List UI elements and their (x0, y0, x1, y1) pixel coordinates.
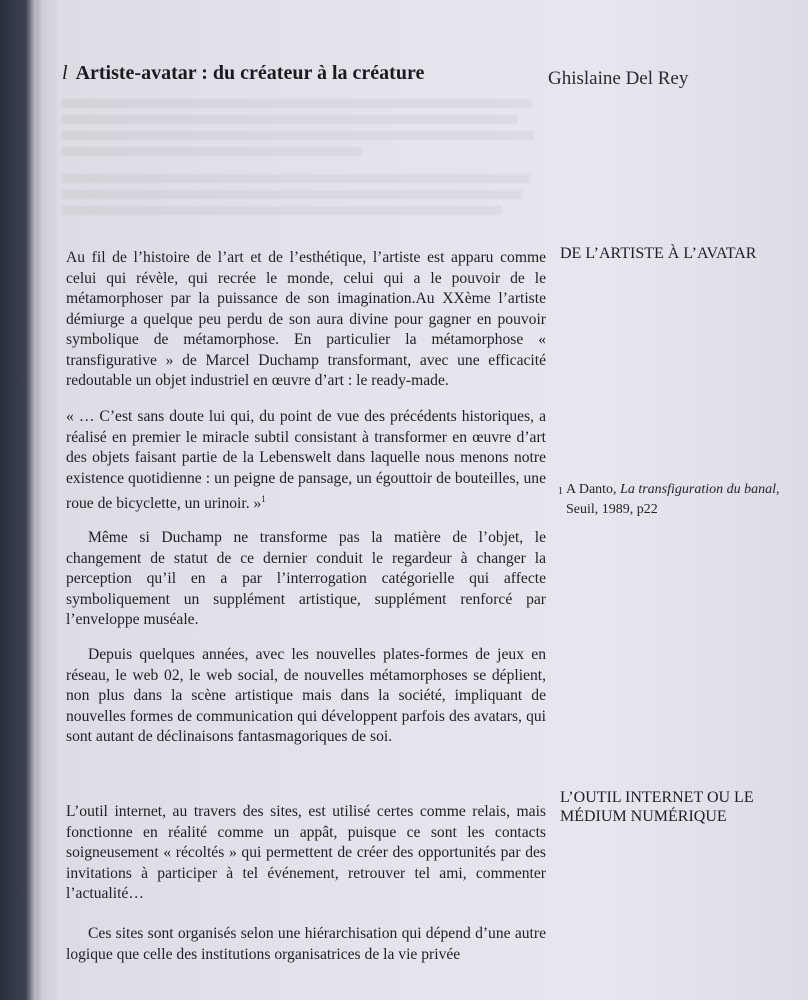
paragraph-3 (66, 645, 546, 748)
author-name: Ghislaine Del Rey (548, 68, 689, 89)
section-heading-outil: L’OUTIL INTERNET OU LE MÉDIUM NUMÉRIQUE (560, 789, 754, 825)
footnote-work: La transfiguration du banal, (620, 482, 780, 497)
paragraph-4-text: L’outil internet, au travers des sites, est utilisé certes comme relais, mais fonctionne en réalité comme un appât, puisque ce sont les contacts soigneusement « récoltés » qui permettent de créer des opportunités par des invitations à participer à tel événement, retrouver tel ami, commenter l’actualité… (66, 803, 546, 902)
paragraph-1 (66, 248, 546, 392)
footnote (558, 480, 790, 520)
article-title (62, 62, 424, 85)
title-marker: l (62, 62, 68, 84)
paragraph-1-text: Au fil de l’histoire de l’art et de l’esthétique, l’artiste est apparu comme celui qui révèle, qui recrée le monde, celui qui a le pouvoir de le métamorphoser par la puissance de son imagination.Au XXème l’artiste démiurge a quelque peu perdu de son aura divine pour gagner en pouvoir symbolique de métamorphose. En particulier la métamorphose « transfigurative » de Marcel Duchamp transformant, avec une efficacité redoutable un objet industriel en œuvre d’art : le ready-made. (66, 249, 546, 389)
paragraph-3-text: Depuis quelques années, avec les nouvelles plates-formes de jeux en réseau, le web 02, le web social, de nouvelles métamorphoses se déplient, non plus dans la scène artistique mais dans la société, impliquant de nouvelles formes de communication qui développent parfois des avatars, qui sont autant de déclinaisons fantasmagoriques de soi. (66, 646, 546, 745)
section-heading-artiste: DE L’ARTISTE À L’AVATAR (560, 245, 757, 262)
footnote-publisher: Seuil, 1989, p22 (566, 502, 658, 517)
page-gutter (36, 0, 42, 1000)
paragraph-5 (66, 924, 546, 965)
paragraph-5-text: Ces sites sont organisés selon une hiérarchisation qui dépend d’une autre logique que celle des institutions organisatrices de la vie privée (66, 925, 546, 963)
paragraph-2-text: Même si Duchamp ne transforme pas la matière de l’objet, le changement de statut de ce dernier conduit le regardeur à changer la perception qu’il en a par l’interrogation catégorielle qui affecte symboliquement un supplément artistique, supplément renforcé par l’enveloppe muséale. (66, 529, 546, 628)
footnote-author: A Danto, (566, 482, 617, 497)
paragraph-2 (66, 528, 546, 631)
quote-text: « … C’est sans doute lui qui, du point de vue des précédents historiques, a réalisé en premier le miracle subtil consistant à transformer en œuvre d’art des objets faisant partie de la Lebenswelt dans laquelle nous menons notre existence quotidienne : un peigne de pansage, un égouttoir de bouteilles, une roue de bicyclette, un urinoir. » (66, 408, 546, 513)
title-text: Artiste-avatar : du créateur à la créature (75, 62, 425, 84)
footnote-ref: 1 (261, 494, 266, 504)
paragraph-4 (66, 802, 546, 905)
quote-block (66, 407, 546, 515)
footnote-number: 1 (558, 486, 563, 497)
bleed-through-text (62, 92, 542, 222)
